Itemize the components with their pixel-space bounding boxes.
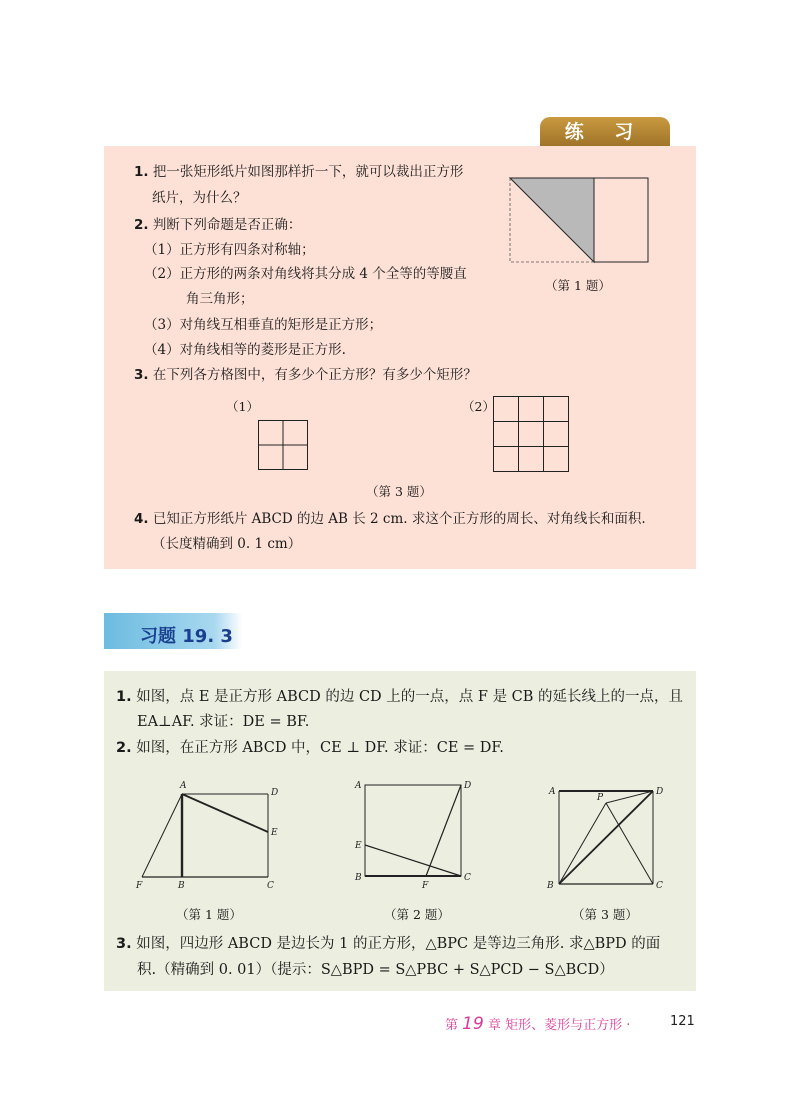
ex-fig2 [350, 775, 490, 890]
label-P: P [597, 793, 604, 803]
q-text: 如图，在正方形 ABCD 中，CE ⊥ DF. 求证：CE = DF. [136, 740, 504, 756]
q-text: 在下列各方格图中，有多少个正方形？有多少个矩形？ [152, 367, 477, 383]
q-number: 2. [116, 740, 132, 756]
ex-fig1 [134, 777, 294, 892]
label-C: C [267, 881, 274, 891]
ex-fig2-caption: （第 2 题） [384, 907, 450, 922]
fig3-caption: （第 3 题） [366, 484, 432, 499]
ex-fig3 [543, 781, 683, 896]
practice-q4-line1 [134, 510, 646, 528]
page-number: 121 [670, 1014, 695, 1029]
practice-q1-line2: 纸片，为什么？ [152, 190, 247, 206]
ex-q3-line2: 积.（精确到 0. 01）（提示：S△BPD = S△PBC + S△PCD − S△BCD） [137, 962, 614, 978]
practice-q2-item2: （2）正方形的两条对角线将其分成 4 个全等的等腰直 [144, 266, 467, 282]
practice-q1-line1 [134, 163, 463, 181]
practice-q2-item2-cont: 角三角形； [186, 291, 254, 307]
q-number: 1. [116, 689, 132, 705]
label-D: D [271, 788, 279, 798]
q-number: 2. [134, 217, 149, 233]
label-C: C [656, 881, 663, 891]
ex-fig3-caption: （第 3 题） [572, 907, 638, 922]
practice-q3 [134, 366, 477, 384]
label-B: B [355, 873, 362, 883]
q-number: 4. [134, 511, 149, 527]
grid-2x2-figure [258, 420, 308, 470]
q-text: 判断下列命题是否正确： [152, 217, 302, 233]
label-C: C [464, 873, 471, 883]
practice-q2-item1: （1）正方形有四条对称轴； [144, 242, 315, 258]
label-E: E [355, 841, 362, 851]
label-D: D [464, 781, 472, 791]
ex-q1-line1 [116, 687, 683, 707]
q-number: 3. [134, 367, 149, 383]
label-A: A [549, 787, 556, 797]
label-F: F [136, 881, 143, 891]
label-F: F [422, 881, 429, 891]
q-number: 1. [134, 164, 149, 180]
practice-q2-item4: （4）对角线相等的菱形是正方形. [144, 342, 346, 358]
label-D: D [656, 787, 664, 797]
ex-q1-line2: EA⊥AF. 求证：DE = BF. [137, 714, 310, 730]
grid2-label: （2） [462, 399, 495, 414]
exercises-title: 习题 19. 3 [140, 626, 233, 647]
grid1-label: （1） [226, 399, 259, 414]
label-E: E [271, 828, 278, 838]
chapter-title: 章 矩形、菱形与正方形 · [487, 1018, 631, 1033]
practice-q2-item3: （3）对角线互相垂直的矩形是正方形； [144, 317, 383, 333]
practice-tab: 练 习 [540, 117, 670, 146]
chapter-prefix: 第 [445, 1018, 459, 1033]
ex-fig1-caption: （第 1 题） [176, 907, 242, 922]
label-A: A [180, 781, 187, 791]
q-text: 已知正方形纸片 ABCD 的边 AB 长 2 cm. 求这个正方形的周长、对角线长和面积. [152, 511, 646, 527]
q-text: 如图，点 E 是正方形 ABCD 的边 CD 上的一点，点 F 是 CB 的延长线上的一点，且 [136, 689, 684, 705]
practice-q4-line2: （长度精确到 0. 1 cm） [152, 536, 302, 552]
fig1-caption: （第 1 题） [545, 278, 611, 293]
chapter-footer [445, 1014, 630, 1034]
chapter-number: 19 [462, 1014, 484, 1034]
label-B: B [547, 881, 554, 891]
practice-q2-intro [134, 216, 301, 234]
fold-rectangle-figure [508, 176, 650, 266]
q-number: 3. [116, 936, 132, 952]
ex-q3-line1 [116, 934, 660, 954]
label-B: B [178, 881, 185, 891]
q-text: 把一张矩形纸片如图那样折一下，就可以裁出正方形 [152, 164, 464, 180]
label-A: A [355, 781, 362, 791]
ex-q2 [116, 738, 504, 758]
q-text: 如图，四边形 ABCD 是边长为 1 的正方形，△BPC 是等边三角形. 求△BPD 的面 [136, 936, 661, 952]
grid-3x3-figure [493, 396, 569, 472]
